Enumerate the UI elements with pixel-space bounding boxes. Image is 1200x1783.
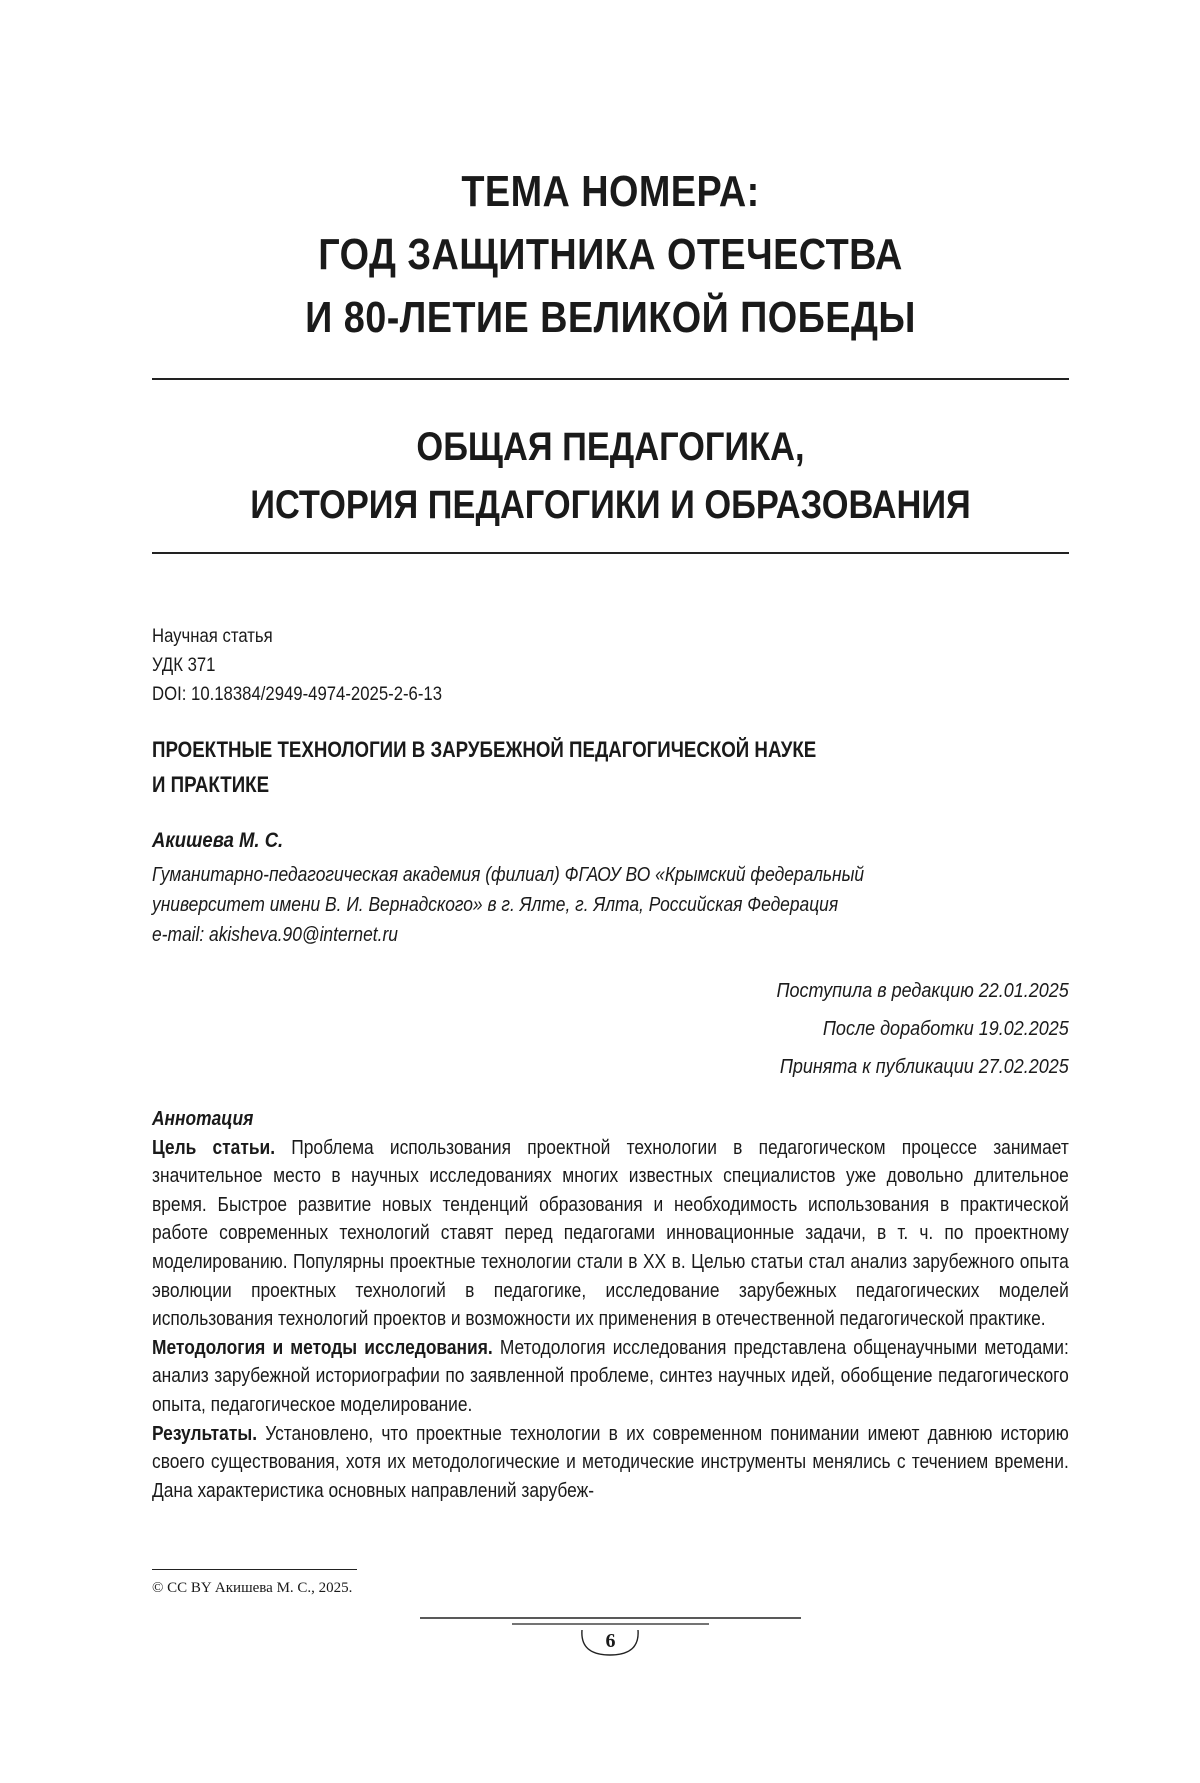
- theme-line: ГОД ЗАЩИТНИКА ОТЕЧЕСТВА: [318, 230, 903, 279]
- author-name: Акишева М. С.: [152, 829, 284, 852]
- affiliation-line: университет имени В. И. Вернадского» в г. Ялте, г. Ялта, Российская Федерация: [152, 894, 839, 916]
- abstract: [152, 1105, 1069, 1505]
- journal-page: [152, 0, 1069, 1783]
- divider-bottom: [152, 552, 1069, 554]
- date-revised: После доработки 19.02.2025: [823, 1018, 1069, 1040]
- abstract-heading: Аннотация: [152, 1108, 254, 1130]
- affiliation-line: Гуманитарно-педагогическая академия (филиал) ФГАОУ ВО «Крымский федеральный: [152, 864, 865, 886]
- results-label: Результаты.: [152, 1422, 258, 1445]
- article-title: [152, 732, 1070, 802]
- author-email[interactable]: e-mail: akisheva.90@internet.ru: [152, 924, 398, 946]
- article-title-line: И ПРАКТИКЕ: [152, 772, 270, 797]
- divider-top: [152, 378, 1069, 380]
- copyright-footnote: © CC BY Акишева М. С., 2025.: [152, 1580, 353, 1596]
- article-title-line: ПРОЕКТНЫЕ ТЕХНОЛОГИИ В ЗАРУБЕЖНОЙ ПЕДАГОГИЧЕСКОЙ НАУКЕ: [152, 737, 817, 762]
- section-line: ИСТОРИЯ ПЕДАГОГИКИ И ОБРАЗОВАНИЯ: [250, 483, 971, 527]
- article-dates: [777, 972, 1069, 1086]
- author-affiliation: [152, 860, 1066, 950]
- goal-label: Цель статьи.: [152, 1136, 276, 1159]
- doi[interactable]: DOI: 10.18384/2949-4974-2025-2-6-13: [152, 684, 443, 705]
- page-number: 6: [605, 1630, 616, 1652]
- results-text: Установлено, что проектные технологии в их современном понимании имеют давнюю историю своего существования, хотя их методологические и методические инструменты менялись с течением времени. Дана характеристика основных направлений зарубеж-: [152, 1422, 1069, 1502]
- goal-text: Проблема использования проектной технологии в педагогическом процессе занимает значительное место в научных исследованиях многих известных специалистов уже довольно длительное время. Быстрое развитие новых тенденций образования и необходимость использования в практической работе современных технологий ставят перед педагогами инновационные задачи, в т. ч. по проектному моделированию. Популярны проектные технологии стали в XX в. Целью статьи стал анализ зарубежного опыта эволюции проектных технологий в педагогике, исследование зарубежных педагогических моделей использования технологий проектов и возможности их применения в отечественной педагогической практике.: [152, 1136, 1069, 1331]
- section-line: ОБЩАЯ ПЕДАГОГИКА,: [416, 425, 805, 469]
- section-title: [216, 418, 1005, 534]
- footnote-divider: [152, 1569, 357, 1570]
- issue-theme-title: [216, 160, 1005, 349]
- date-received: Поступила в редакцию 22.01.2025: [776, 980, 1069, 1002]
- article-type: Научная статья: [152, 626, 273, 647]
- theme-line: И 80-ЛЕТИЕ ВЕЛИКОЙ ПОБЕДЫ: [305, 293, 916, 342]
- abstract-goal: [152, 1134, 1069, 1334]
- methods-text: Методология исследования представлена общенаучными методами: анализ зарубежной историографии по заявленной проблеме, синтез научных идей, обобщение педагогического опыта, педагогическое моделирование.: [152, 1336, 1069, 1416]
- methods-label: Методология и методы исследования.: [152, 1336, 493, 1359]
- date-accepted: Принята к публикации 27.02.2025: [780, 1056, 1069, 1078]
- abstract-methods: [152, 1334, 1069, 1420]
- article-meta: [152, 622, 442, 709]
- page-number-ornament: [152, 1600, 1069, 1660]
- abstract-results: [152, 1420, 1069, 1506]
- udc-code: УДК 371: [152, 655, 216, 676]
- theme-line: ТЕМА НОМЕРА:: [461, 167, 760, 216]
